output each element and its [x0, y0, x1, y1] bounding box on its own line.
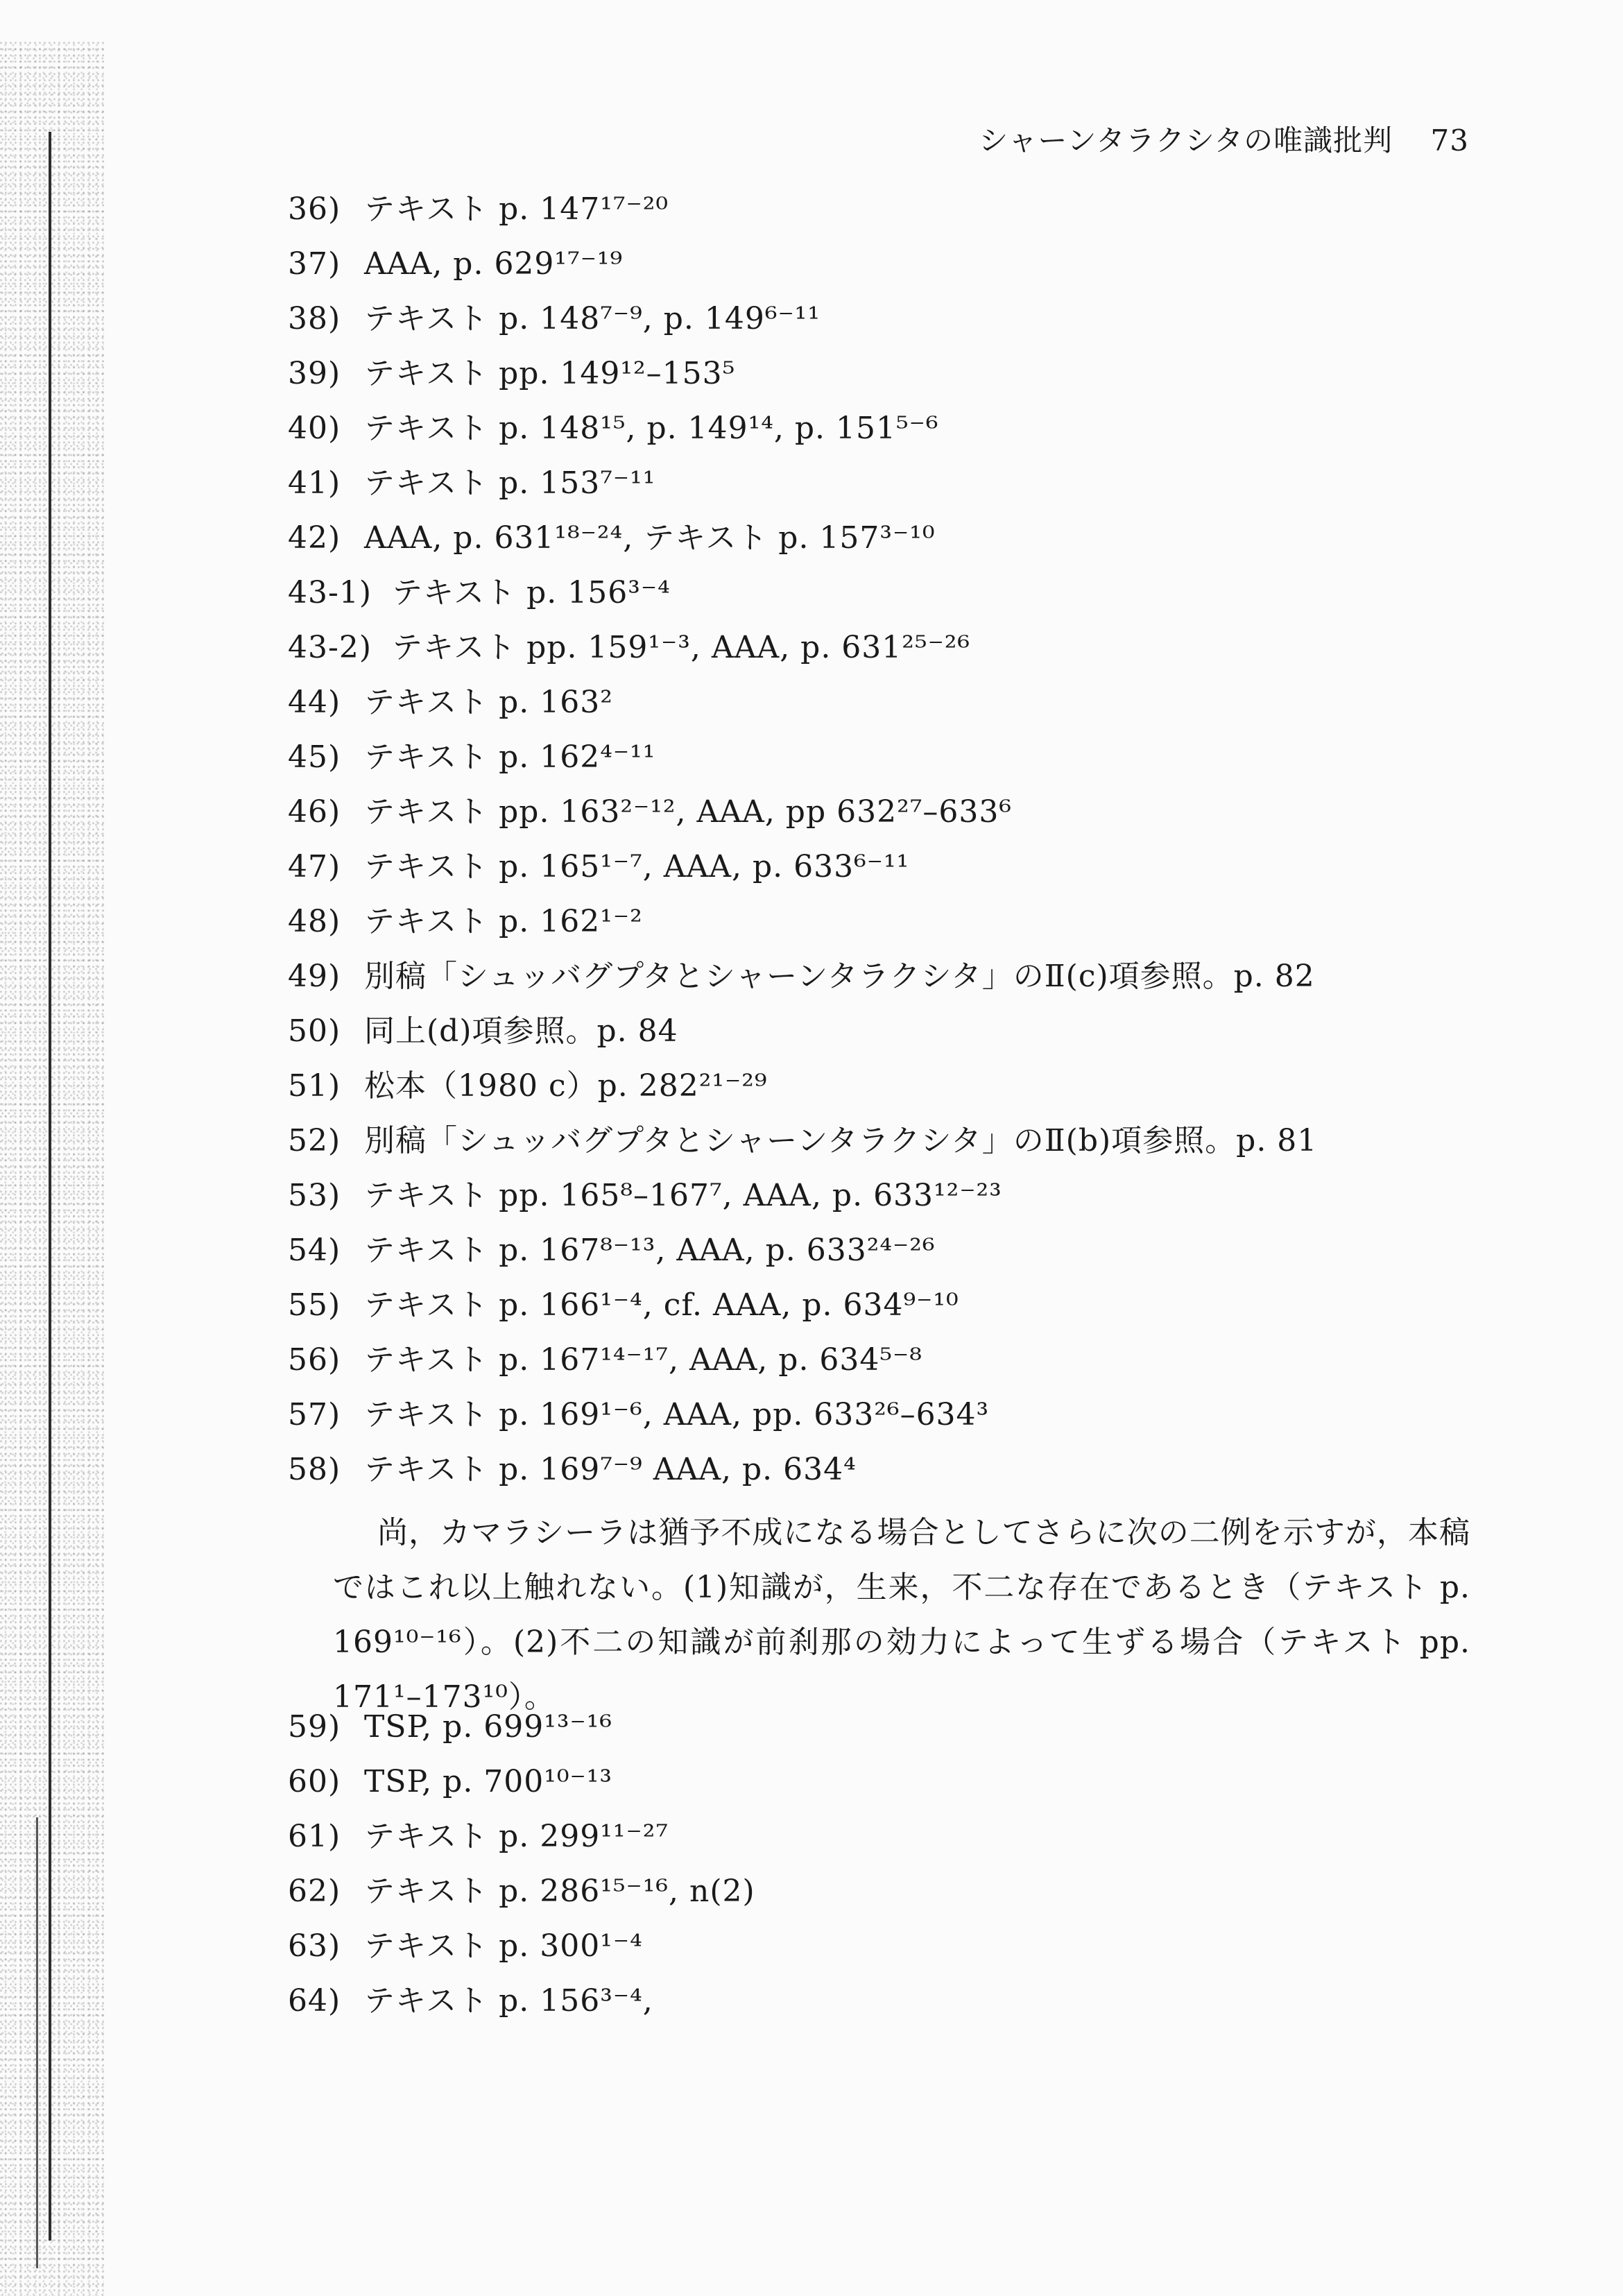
- note-number: 46): [288, 794, 341, 830]
- note-number: 52): [288, 1123, 341, 1158]
- note-text: 別稿「シュッバグプタとシャーンタラクシタ」のⅡ(b)項参照。p. 81: [364, 1123, 1318, 1158]
- note-text: テキスト p. 167⁸⁻¹³, AAA, p. 633²⁴⁻²⁶: [364, 1233, 936, 1268]
- note-text: テキスト p. 148⁷⁻⁹, p. 149⁶⁻¹¹: [364, 301, 821, 336]
- note-text: テキスト p. 156³⁻⁴,: [364, 1983, 653, 2019]
- notes-list-a: [288, 182, 1481, 1497]
- note-number: 42): [288, 520, 341, 556]
- note-text: テキスト p. 299¹¹⁻²⁷: [364, 1819, 669, 1854]
- note-item: [288, 1699, 1481, 1754]
- note-item: [288, 1059, 1481, 1113]
- note-item: [288, 1754, 1481, 1809]
- note-item: [288, 785, 1481, 839]
- note-number: 49): [288, 959, 341, 994]
- note-item: [288, 620, 1481, 675]
- note-item: [288, 1223, 1481, 1278]
- note-number: 61): [288, 1819, 341, 1854]
- note-number: 37): [288, 246, 341, 282]
- note-item: [288, 1973, 1481, 2028]
- note-item: [288, 1442, 1481, 1497]
- note-item: [288, 401, 1481, 456]
- note-number: 58): [288, 1452, 341, 1487]
- note-number: 45): [288, 739, 341, 775]
- note-item: [288, 1004, 1481, 1059]
- note-item: [288, 1168, 1481, 1223]
- note-number: 55): [288, 1287, 341, 1323]
- note-item: [288, 1387, 1481, 1442]
- note-text: テキスト p. 166¹⁻⁴, cf. AAA, p. 634⁹⁻¹⁰: [364, 1287, 959, 1323]
- note-item: [288, 839, 1481, 894]
- note-number: 60): [288, 1764, 341, 1799]
- note-text: テキスト pp. 159¹⁻³, AAA, p. 631²⁵⁻²⁶: [392, 630, 971, 665]
- note-item: [288, 730, 1481, 785]
- note-text: 同上(d)項参照。p. 84: [364, 1013, 678, 1049]
- note-number: 57): [288, 1397, 341, 1432]
- note-item: [288, 565, 1481, 620]
- note-text: テキスト p. 169⁷⁻⁹ AAA, p. 634⁴: [364, 1452, 857, 1487]
- note-item: [288, 1864, 1481, 1919]
- note-number: 40): [288, 411, 341, 446]
- note-number: 56): [288, 1342, 341, 1378]
- note-text: AAA, p. 631¹⁸⁻²⁴, テキスト p. 157³⁻¹⁰: [364, 520, 936, 556]
- note-number: 44): [288, 685, 341, 720]
- note-item: [288, 894, 1481, 949]
- note-number: 39): [288, 356, 341, 391]
- note-number: 38): [288, 301, 341, 336]
- note-number: 54): [288, 1233, 341, 1268]
- note-number: 36): [288, 191, 341, 227]
- note-text: テキスト pp. 163²⁻¹², AAA, pp 632²⁷–633⁶: [364, 794, 1013, 830]
- note-text: テキスト p. 165¹⁻⁷, AAA, p. 633⁶⁻¹¹: [364, 849, 910, 884]
- note-item: [288, 346, 1481, 401]
- note-number: 62): [288, 1874, 341, 1909]
- note-number: 64): [288, 1983, 341, 2019]
- note-number: 41): [288, 465, 341, 501]
- note-number: 53): [288, 1178, 341, 1213]
- note-number: 43-2): [288, 630, 372, 665]
- note-item: [288, 456, 1481, 511]
- header-title: シャーンタラクシタの唯識批判: [979, 123, 1393, 157]
- note-text: テキスト p. 156³⁻⁴: [392, 575, 671, 610]
- note-text: 別稿「シュッバグプタとシャーンタラクシタ」のⅡ(c)項参照。p. 82: [364, 959, 1315, 994]
- note-item: [288, 237, 1481, 291]
- page-number: 73: [1430, 123, 1469, 157]
- note-text: テキスト p. 153⁷⁻¹¹: [364, 465, 656, 501]
- note-item: [288, 511, 1481, 565]
- note-number: 59): [288, 1709, 341, 1745]
- note-number: 50): [288, 1013, 341, 1049]
- note-text: TSP, p. 699¹³⁻¹⁶: [364, 1709, 613, 1745]
- note-text: テキスト p. 163²: [364, 685, 613, 720]
- note-item: [288, 182, 1481, 237]
- gutter-line-secondary: [36, 1817, 38, 2268]
- note-text: 松本（1980 c）p. 282²¹⁻²⁹: [364, 1068, 768, 1104]
- note-item: [288, 291, 1481, 346]
- note-text: AAA, p. 629¹⁷⁻¹⁹: [364, 246, 624, 282]
- note-text: テキスト p. 162⁴⁻¹¹: [364, 739, 656, 775]
- note-item: [288, 1278, 1481, 1333]
- note-text: テキスト p. 169¹⁻⁶, AAA, pp. 633²⁶–634³: [364, 1397, 990, 1432]
- note-text: テキスト pp. 165⁸–167⁷, AAA, p. 633¹²⁻²³: [364, 1178, 1002, 1213]
- note-number: 51): [288, 1068, 341, 1104]
- note-text: テキスト p. 162¹⁻²: [364, 904, 643, 939]
- note-item: [288, 1919, 1481, 1973]
- note-text: テキスト p. 167¹⁴⁻¹⁷, AAA, p. 634⁵⁻⁸: [364, 1342, 922, 1378]
- note-number: 63): [288, 1928, 341, 1964]
- note-text: テキスト p. 147¹⁷⁻²⁰: [364, 191, 669, 227]
- scan-edge-decoration: [0, 42, 104, 2296]
- note-item: [288, 675, 1481, 730]
- note-number: 48): [288, 904, 341, 939]
- gutter-line: [49, 132, 51, 2241]
- note-item: [288, 949, 1481, 1004]
- running-header: [979, 118, 1469, 160]
- note-item: [288, 1809, 1481, 1864]
- note-text: TSP, p. 700¹⁰⁻¹³: [364, 1764, 613, 1799]
- note-58-paragraph: 尚，カマラシーラは猶予不成になる場合としてさらに次の二例を示すが，本稿ではこれ以上触れない。(1)知識が，生来，不二な存在であるとき（テキスト p. 169¹⁰⁻¹⁶）。(2)不二の知識が前刹那の効力によって生ずる場合（テキスト pp. 171¹–173¹⁰）。: [333, 1515, 1470, 1715]
- notes-list-b: [288, 1699, 1481, 2028]
- note-text: テキスト pp. 149¹²–153⁵: [364, 356, 736, 391]
- note-item: [288, 1333, 1481, 1387]
- note-number: 47): [288, 849, 341, 884]
- note-text: テキスト p. 286¹⁵⁻¹⁶, n(2): [364, 1874, 755, 1909]
- note-text: テキスト p. 300¹⁻⁴: [364, 1928, 643, 1964]
- note-number: 43-1): [288, 575, 372, 610]
- note-text: テキスト p. 148¹⁵, p. 149¹⁴, p. 151⁵⁻⁶: [364, 411, 939, 446]
- note-item: [288, 1113, 1481, 1168]
